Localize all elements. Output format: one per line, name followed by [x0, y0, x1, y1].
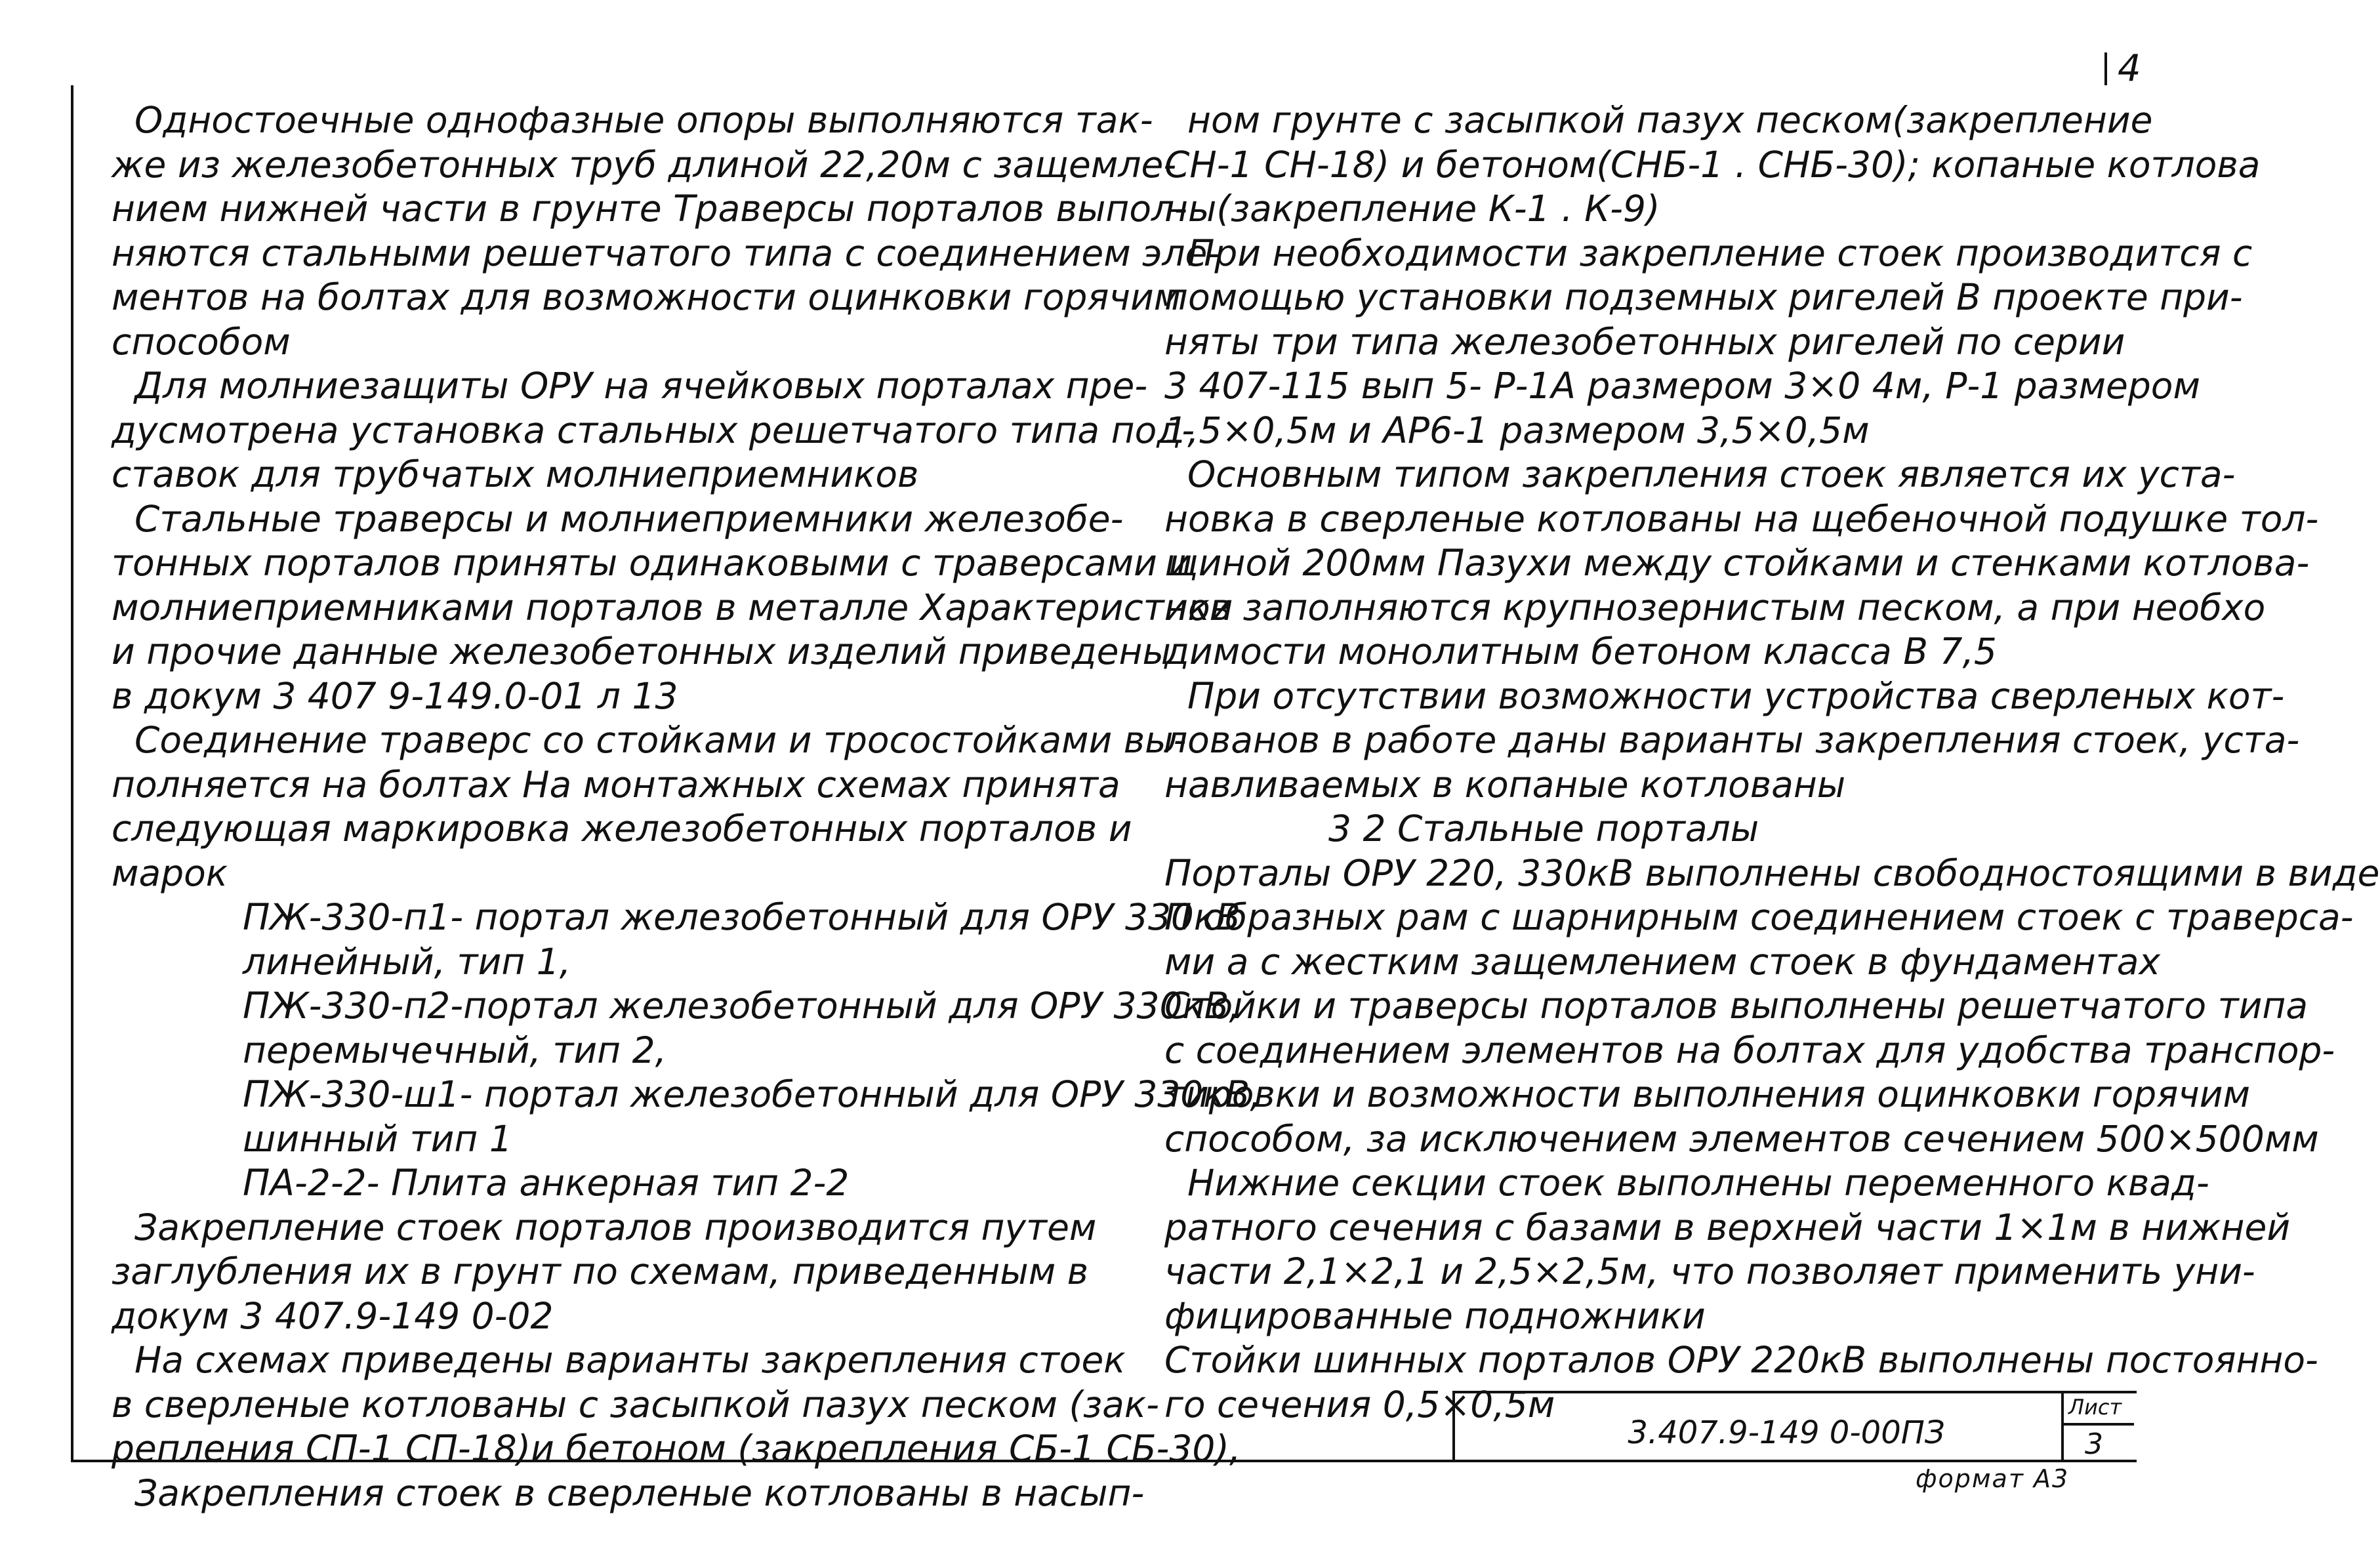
text-line: дусмотрена установка стальных решетчатого типа под- — [112, 409, 1195, 451]
text-line: На схемах приведены варианты закрепления стоек — [134, 1339, 1126, 1381]
text-line: ном грунте с засыпкой пазух песком(закрепление — [1187, 99, 2153, 141]
text-line: Стойки шинных порталов ОРУ 220кВ выполнены постоянно- — [1164, 1339, 2318, 1381]
sheet-number: 3 — [2085, 1428, 2103, 1461]
text-line: ставок для трубчатых молниеприемников — [112, 453, 919, 495]
text-line: Для молниезащиты ОРУ на ячейковых порталах пре- — [134, 365, 1148, 407]
marking-item: перемычечный, тип 2, — [243, 1029, 667, 1071]
marking-item: ПЖ-330-п2-портал железобетонный для ОРУ 330кВ, — [243, 985, 1241, 1027]
text-line: Стойки и траверсы порталов выполнены решетчатого типа — [1164, 985, 2308, 1027]
text-line: лованов в работе даны варианты закрепления стоек, уста- — [1164, 719, 2300, 761]
text-line: няты три типа железобетонных ригелей по серии — [1164, 320, 2125, 363]
text-line: марок — [112, 852, 228, 894]
text-line: части 2,1×2,1 и 2,5×2,5м, что позволяет применить уни- — [1164, 1250, 2255, 1292]
text-line: молниеприемниками порталов в металле Характеристики — [112, 586, 1233, 628]
stamp-divider — [2061, 1393, 2064, 1460]
section-heading: 3 2 Стальные порталы — [1328, 808, 1759, 850]
text-line: няются стальными решетчатого типа с соединением эле- — [112, 232, 1221, 274]
text-line: щиной 200мм Пазухи между стойками и стенками котлова- — [1164, 542, 2310, 584]
document-code: 3.407.9-149 0-00ПЗ — [1628, 1414, 1945, 1451]
text-line: тонных порталов приняты одинаковыми с траверсами и — [112, 542, 1193, 584]
text-line: го сечения 0,5×0,5м — [1164, 1383, 1555, 1426]
text-line: Соединение траверс со стойками и тросостойками вы- — [134, 719, 1187, 761]
text-line: Стальные траверсы и молниеприемники железобе- — [134, 497, 1124, 540]
marking-item: ПЖ-330-п1- портал железобетонный для ОРУ 330кВ — [243, 896, 1241, 938]
left-text-column — [112, 98, 1262, 1515]
text-line: 3 407-115 вып 5- Р-1А размером 3×0 4м, Р-1 размером — [1164, 365, 2200, 407]
title-block-stamp — [1452, 1391, 2137, 1462]
text-line: полняется на болтах На монтажных схемах принята — [112, 763, 1120, 806]
format-label: формат А3 — [1916, 1464, 2070, 1493]
text-line: же из железобетонных труб длиной 22,20м с защемле- — [112, 143, 1177, 186]
text-line: димости монолитным бетоном класса В 7,5 — [1164, 630, 1997, 672]
sheet-number-top: 4 — [2118, 47, 2141, 90]
text-line: Нижние секции стоек выполнены переменного квад- — [1187, 1162, 2209, 1204]
text-line: ратного сечения с базами в верхней части 1×1м в нижней — [1164, 1206, 2291, 1248]
text-line: и прочие данные железобетонных изделий приведены — [112, 630, 1171, 672]
text-line: способом — [112, 320, 291, 363]
text-line: При необходимости закрепление стоек производится с — [1187, 232, 2253, 274]
text-line: докум 3 407.9-149 0-02 — [112, 1294, 554, 1337]
text-line: заглубления их в грунт по схемам, приведенным в — [112, 1250, 1089, 1292]
text-line: Одностоечные однофазные опоры выполняются так- — [134, 99, 1153, 141]
marking-item: шинный тип 1 — [243, 1117, 512, 1160]
text-line: помощью установки подземных ригелей В проекте при- — [1164, 276, 2243, 318]
text-line: При отсутствии возможности устройства сверленых кот- — [1187, 674, 2285, 717]
text-line: 1,5×0,5м и АР6-1 размером 3,5×0,5м — [1164, 409, 1870, 451]
sheet-label: Лист — [2068, 1395, 2122, 1420]
text-line: ми а с жестким защемлением стоек в фундаментах — [1164, 940, 2161, 983]
right-text-column — [1164, 98, 2380, 1427]
text-line: нием нижней части в грунте Траверсы порталов выпол- — [112, 188, 1188, 230]
text-line: репления СП-1 СП-18)и бетоном (закрепления СБ-1 СБ-30), — [112, 1428, 1241, 1470]
stamp-subdivider — [2061, 1423, 2134, 1426]
text-line: способом, за исключением элементов сечением 500×500мм — [1164, 1117, 2319, 1160]
text-line: с соединением элементов на болтах для удобства транспор- — [1164, 1029, 2335, 1071]
text-line: Порталы ОРУ 220, 330кВ выполнены свободностоящими в виде — [1164, 852, 2380, 894]
text-line: П образных рам с шарнирным соединением стоек с траверса- — [1164, 896, 2354, 938]
text-line: Закрепления стоек в сверленые котлованы в насып- — [134, 1471, 1145, 1514]
text-line: следующая маркировка железобетонных порталов и — [112, 808, 1132, 850]
text-line: тировки и возможности выполнения оцинковки горячим — [1164, 1073, 2251, 1115]
text-line: в докум 3 407 9-149.0-01 л 13 — [112, 674, 678, 717]
text-line: в сверленые котлованы с засыпкой пазух песком (зак- — [112, 1383, 1159, 1426]
text-line: Основным типом закрепления стоек является их уста- — [1187, 453, 2236, 495]
marking-item: ПЖ-330-ш1- портал железобетонный для ОРУ 330кВ, — [243, 1073, 1262, 1115]
marking-item: линейный, тип 1, — [243, 940, 571, 983]
text-line: Закрепление стоек порталов производится путем — [134, 1206, 1097, 1248]
text-line: СН-1 СН-18) и бетоном(СНБ-1 . СНБ-30); копаные котлова — [1164, 143, 2261, 186]
marking-item: ПА-2-2- Плита анкерная тип 2-2 — [243, 1162, 850, 1204]
text-line: новка в сверленые котлованы на щебеночной подушке тол- — [1164, 497, 2319, 540]
text-line: фицированные подножники — [1164, 1294, 1706, 1337]
text-line: ны(закрепление К-1 . К-9) — [1164, 188, 1660, 230]
text-line: ментов на болтах для возможности оцинковки горячим — [112, 276, 1181, 318]
text-line: нов заполняются крупнозернистым песком, а при необхо — [1164, 586, 2266, 628]
text-line: навливаемых в копаные котлованы — [1164, 763, 1846, 806]
